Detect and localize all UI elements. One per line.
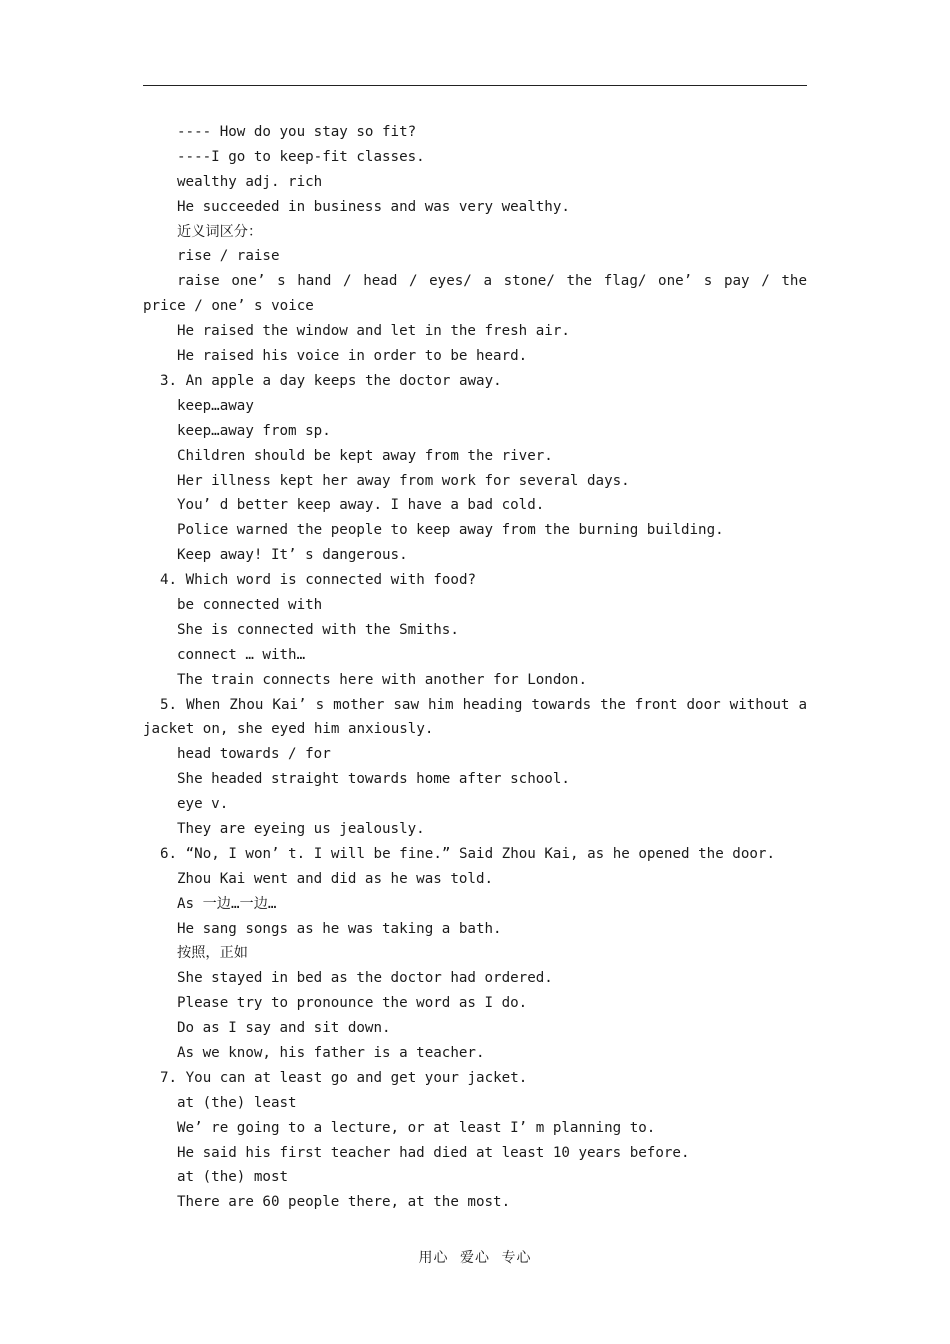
text-line: ---- How do you stay so fit? xyxy=(177,124,417,140)
text-line: He sang songs as he was taking a bath. xyxy=(177,920,502,937)
text-line: She headed straight towards home after school. xyxy=(177,771,570,788)
document-body xyxy=(143,120,807,1215)
numbered-item: 4. Which word is connected with food? xyxy=(160,572,477,589)
text-line: Her illness kept her away from work for several days. xyxy=(177,472,630,489)
text-line: Children should be kept away from the river. xyxy=(177,447,553,464)
text-line: 按照，正如 xyxy=(177,945,248,962)
text-line: keep…away from sp. xyxy=(177,422,331,439)
text-line: She is connected with the Smiths. xyxy=(177,621,459,638)
text-line: head towards / for xyxy=(177,746,331,763)
text-line: You’ d better keep away. I have a bad cold. xyxy=(177,497,545,514)
header-rule xyxy=(143,85,807,86)
text-line: As we know, his father is a teacher. xyxy=(177,1045,485,1062)
text-line: Zhou Kai went and did as he was told. xyxy=(177,870,494,887)
text-line: Please try to pronounce the word as I do. xyxy=(177,995,528,1012)
text-line: The train connects here with another for London. xyxy=(177,671,587,688)
numbered-item: 7. You can at least go and get your jacket. xyxy=(160,1069,528,1086)
text-line: at (the) least xyxy=(177,1094,297,1111)
text-line: He said his first teacher had died at least 10 years before. xyxy=(177,1144,690,1161)
text-line: As 一边…一边… xyxy=(177,895,277,912)
text-line: keep…away xyxy=(177,397,254,414)
text-line: He raised the window and let in the fresh air. xyxy=(177,323,570,340)
text-line: They are eyeing us jealously. xyxy=(177,821,425,837)
numbered-item: 6. “No, I won’ t. I will be fine.” Said Zhou Kai, as he opened the door. xyxy=(160,845,775,862)
text-line: eye v. xyxy=(177,796,229,813)
text-line: connect … with… xyxy=(177,646,306,663)
text-line: Keep away! It’ s dangerous. xyxy=(177,547,408,564)
text-line: She stayed in bed as the doctor had ordered. xyxy=(177,970,553,987)
text-line: Do as I say and sit down. xyxy=(177,1020,391,1037)
text-line: wealthy adj. rich xyxy=(177,173,323,190)
numbered-item: 3. An apple a day keeps the doctor away. xyxy=(160,372,502,389)
page-footer: 用心 爱心 专心 xyxy=(418,1250,532,1266)
text-line: Police warned the people to keep away from the burning building. xyxy=(177,522,724,539)
text-line: rise / raise xyxy=(177,248,280,265)
text-line: ----I go to keep-fit classes. xyxy=(177,148,425,165)
text-line: be connected with xyxy=(177,596,323,613)
numbered-item: 5. When Zhou Kai’ s mother saw him heading towards the front door without a jacket on, she eyed him anxiously. xyxy=(143,696,807,738)
text-line: He raised his voice in order to be heard. xyxy=(177,348,528,365)
text-line: We’ re going to a lecture, or at least I’ m planning to. xyxy=(177,1119,656,1136)
text-line: 近义词区分： xyxy=(177,223,263,240)
text-line: There are 60 people there, at the most. xyxy=(177,1194,511,1211)
text-line: He succeeded in business and was very wealthy. xyxy=(177,198,570,215)
text-paragraph: raise one’ s hand / head / eyes/ a stone/ the flag/ one’ s pay / the price / one’ s voice xyxy=(143,273,807,315)
text-line: at (the) most xyxy=(177,1169,289,1186)
